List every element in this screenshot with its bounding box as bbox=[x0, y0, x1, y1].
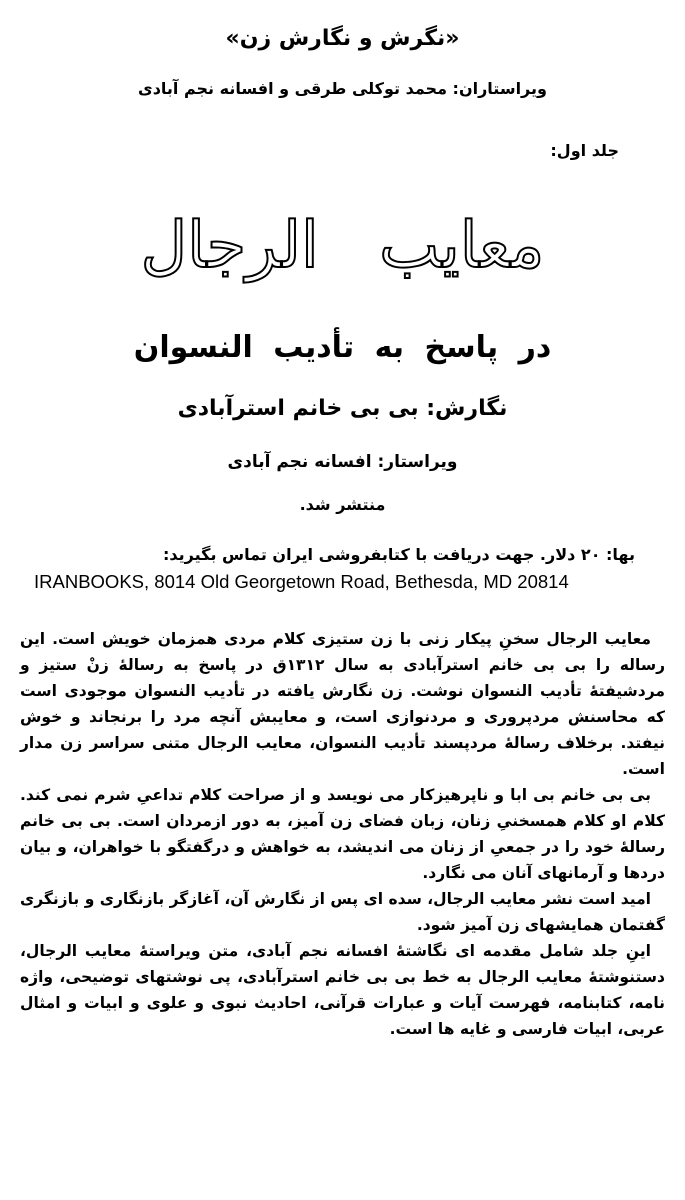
description-body bbox=[20, 626, 665, 1042]
book-editor: ویراستار: افسانه نجم آبادی bbox=[227, 452, 458, 472]
series-editors: ویراستاران: محمد توکلی طرقی و افسانه نجم آبادی bbox=[138, 79, 547, 98]
price-line: بها: ۲۰ دلار. جهت دریافت با کتابفروشی ایران تماس بگیرید: bbox=[163, 545, 635, 564]
bookstore-address: IRANBOOKS, 8014 Old Georgetown Road, Bethesda, MD 20814 bbox=[34, 571, 569, 592]
book-subtitle: در پاسخ به تأدیب النسوان bbox=[133, 330, 552, 365]
description-paragraph: اینِ جلد شامل مقدمه ای نگاشتهٔ افسانه نجم آبادی، متن ویراستهٔ معایب الرجال، دستنوشتهٔ معایب الرجال به خط بی بی خانم استرآبادی، پی نوشتهای توضیحی، واژه نامه، کتابنامه، فهرست آیات و عبارات قرآنی، احادیث نبوی و علوی و ابیات و امثال عربی، ابیات فارسی و غایه ها است. bbox=[20, 942, 665, 1038]
series-title: «نگرش و نگارش زن» bbox=[225, 26, 460, 51]
description-paragraph: امید است نشر معایب الرجال، سده ای پس از نگارش آن، آغازگر بازنگاری و بازنگری گفتمان همایشهای زن آمیز شود. bbox=[20, 890, 665, 934]
book-title: معایب الرجال bbox=[140, 209, 545, 283]
book-author: نگارش: بی بی خانم استرآبادی bbox=[177, 396, 508, 421]
volume-label: جلد اول: bbox=[550, 141, 619, 160]
publication-status: منتشر شد. bbox=[299, 495, 386, 514]
description-paragraph: بی بی خانم بی ابا و ناپرهیزکار می نویسد و از صراحت کلام تداعیِ شرم نمی کند. کلام او کلام همسخنیِ زنان، زبان فضای زن آمیز، به دور ازمردان است. بی بی خانم رسالهٔ خود را در جمعیِ از زنان می اندیشد، به خواهش و درگفتگو با خواهران، و بیان دردها و آرمانهای آنان می نگارد. bbox=[20, 786, 665, 882]
description-paragraph: معایب الرجال سخنِ پیکار زنی با زن ستیزی کلام مردی همزمان خویش است. این رساله را بی بی خانم استرآبادی به سال ۱۳۱۲ق در پاسخ به رسالهٔ زنْ ستیز و مردشیفتهٔ تأدیب النسوان نوشت. زن نگارش یافته در تأدیب النسوان موجودی است که محاسنش مردپروری و مردنوازی است، و معایبش آنچه مرد را برنجاند و خوش نیفتد. برخلاف رسالهٔ مردپسند تأدیب النسوان، معایب الرجال متنی سراسر زن مدار است. bbox=[20, 630, 665, 778]
